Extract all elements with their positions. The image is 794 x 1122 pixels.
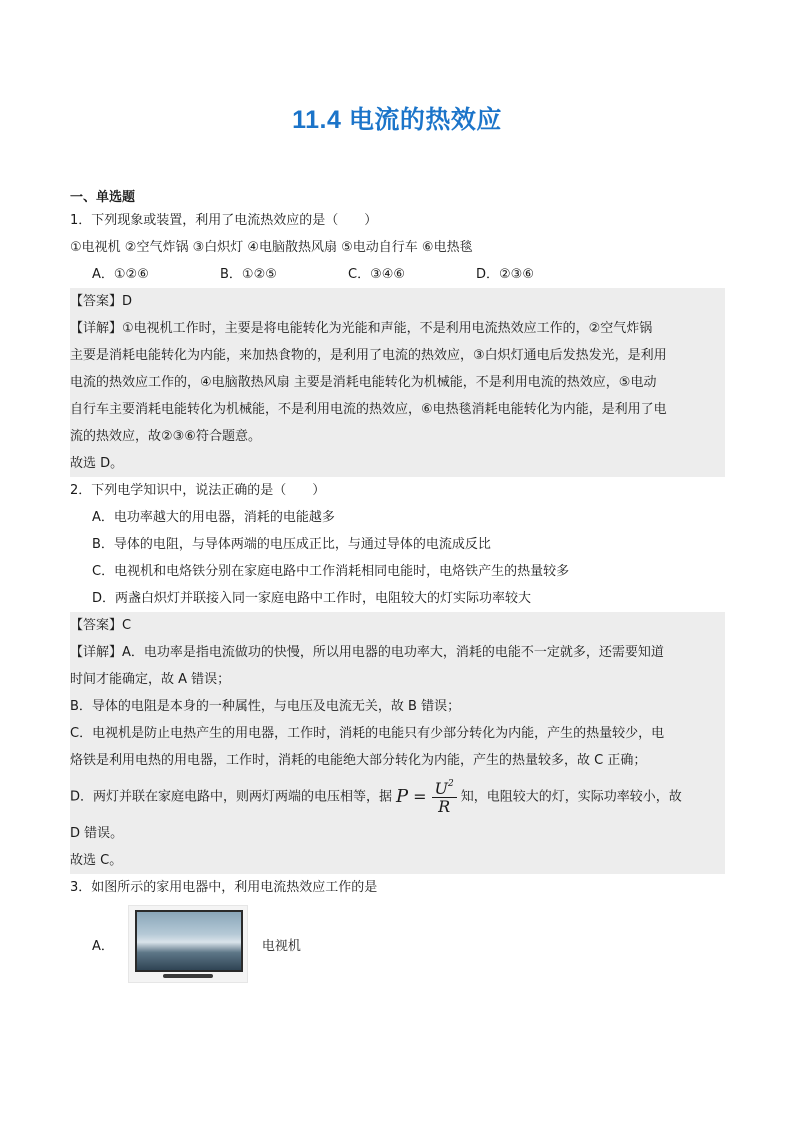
q1-explain-line: 流的热效应，故②③⑥符合题意。 [70,429,261,444]
formula-numerator [432,780,457,798]
q2-explain-line: 故选 C。 [70,853,123,868]
q2-option-d: D．两盏白炽灯并联接入同一家庭电路中工作时，电阻较大的灯实际功率较大 [92,591,532,606]
q2-answer-block [70,612,725,874]
tv-screen [135,910,243,972]
q2-explain-line: 时间才能确定，故 A 错误； [70,672,231,687]
formula-equals: = [413,787,427,806]
q1-explain-line: 故选 D。 [70,456,124,471]
q2-d-pre: D．两灯并联在家庭电路中，则两灯两端的电压相等，据 [70,789,393,805]
q2-option-c: C．电视机和电烙铁分别在家庭电路中工作消耗相同电能时，电烙铁产生的热量较多 [92,564,570,579]
formula-exponent: 2 [448,778,454,789]
q1-explain-line: 自行车主要消耗电能转化为机械能，不是利用电流的热效应，⑥电热毯消耗电能转化为内能，是利用了电 [70,402,667,417]
q2-explain-line: 烙铁是利用电热的用电器，工作时，消耗的电能绝大部分转化为内能，产生的热量较多，故 C 正确； [70,753,647,768]
q3-stem: 3．如图所示的家用电器中，利用电流热效应工作的是 [70,880,378,895]
q1-explain-line: 【详解】①电视机工作时，主要是将电能转化为光能和声能，不是利用电流热效应工作的，②空气炸锅 [70,321,653,336]
power-formula [396,774,457,820]
q2-explain-line: C．电视机是防止电热产生的用电器，工作时，消耗的电能只有少部分转化为内能，产生的热量较少，电 [70,726,665,741]
q2-explain-line: D 错误。 [70,826,124,841]
q3-option-text: 电视机 [261,938,301,954]
q2-option-a: A．电功率越大的用电器，消耗的电能越多 [92,510,335,525]
q2-answer: 【答案】C [70,618,132,633]
q2-stem: 2．下列电学知识中，说法正确的是（ ） [70,483,326,498]
formula-lhs: P [396,786,409,807]
q1-explain-line: 电流的热效应工作的，④电脑散热风扇 主要是消耗电能转化为机械能，不是利用电流的热效应，⑤电动 [70,375,657,390]
q2-explain-line: B．导体的电阻是本身的一种属性，与电压及电流无关，故 B 错误； [70,699,461,714]
q1-option-c: C．③④⑥ [348,267,406,282]
q1-option-a: A．①②⑥ [92,267,149,282]
q1-option-b: B．①②⑤ [220,267,277,282]
q1-stem: 1．下列现象或装置，利用了电流热效应的是（ ） [70,213,378,228]
tv-image [128,905,248,983]
formula-fraction [432,780,457,815]
q1-option-d: D．②③⑥ [476,267,534,282]
section-heading: 一、单选题 [70,190,136,205]
document-title: 11.4 电流的热效应 [292,106,502,134]
q3-option-a [70,905,725,983]
q3-option-letter: A． [92,938,114,954]
q1-options [70,261,725,288]
content [70,189,725,983]
q2-option-b: B．导体的电阻，与导体两端的电压成正比，与通过导体的电流成反比 [92,537,491,552]
q2-d-post: 知，电阻较大的灯，实际功率较小，故 [460,789,682,805]
q2-formula-line [70,774,725,820]
q1-items: ①电视机 ②空气炸锅 ③白炽灯 ④电脑散热风扇 ⑤电动自行车 ⑥电热毯 [70,240,473,255]
formula-denominator: R [438,796,451,816]
q1-answer-block [70,288,725,477]
tv-stand [163,974,213,978]
q2-explain-line: 【详解】A．电功率是指电流做功的快慢，所以用电器的电功率大，消耗的电能不一定就多，还需要知道 [70,645,664,660]
formula-num-symbol: U [434,778,449,798]
q1-explain-line: 主要是消耗电能转化为内能，来加热食物的，是利用了电流的热效应，③白炽灯通电后发热发光，是利用 [70,348,667,363]
q1-answer: 【答案】D [70,294,133,309]
